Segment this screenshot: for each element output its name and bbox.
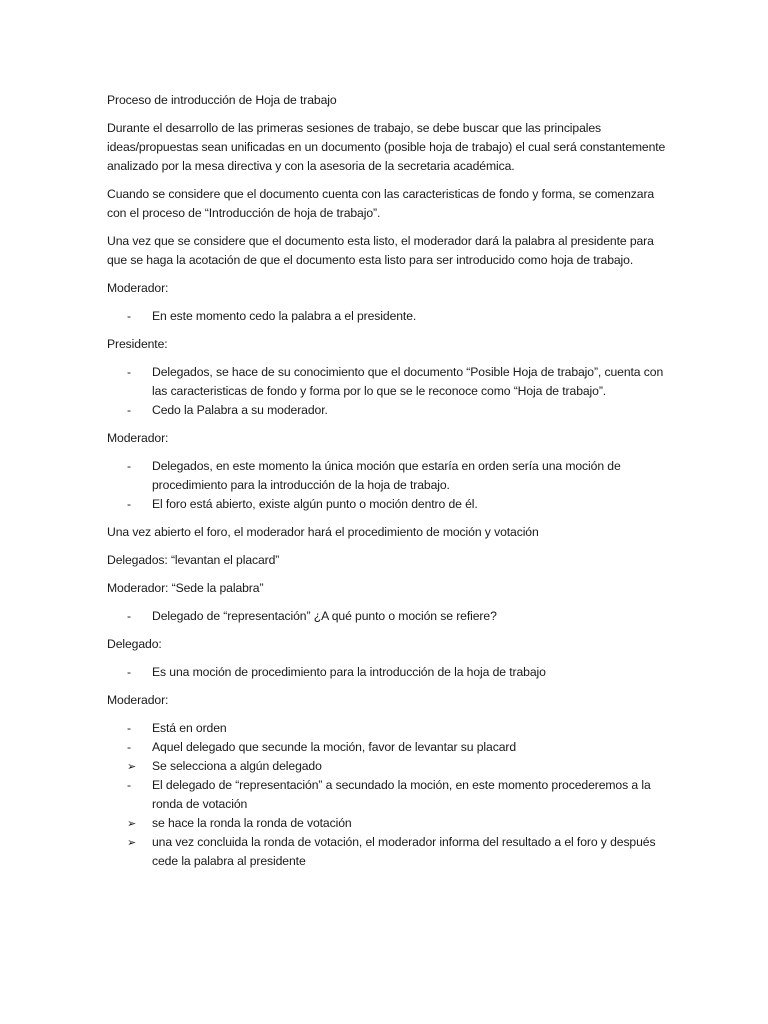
paragraph-ready: Una vez que se considere que el documento esta listo, el moderador dará la palabra al presidente para que se haga la acotación de que el documento esta listo para ser introducido como hoja de trabajo. xyxy=(107,234,654,267)
list-item xyxy=(107,776,667,814)
arrow-bullet-icon xyxy=(127,814,147,833)
list-item xyxy=(107,663,667,682)
list-item-text: Está en orden xyxy=(152,721,227,735)
arrow-bullet-icon xyxy=(127,833,147,852)
list-item xyxy=(107,814,667,833)
speaker-label: Delegado: xyxy=(107,637,162,651)
speaker-label: Moderador: xyxy=(107,693,169,707)
dash-bullet xyxy=(127,776,147,795)
list-item-text: El foro está abierto, existe algún punto o moción dentro de él. xyxy=(152,497,478,511)
list-item-text: Es una moción de procedimiento para la introducción de la hoja de trabajo xyxy=(152,665,546,679)
document-title: Proceso de introducción de Hoja de trabajo xyxy=(107,93,337,107)
speaker-label: Presidente: xyxy=(107,337,168,351)
paragraph-characteristics: Cuando se considere que el documento cuenta con las caracteristicas de fondo y forma, se comenzara con el proceso de “Introducción de hoja de trabajo”. xyxy=(107,187,655,220)
dash-bullet xyxy=(127,457,147,476)
speaker-label: Moderador: xyxy=(107,431,169,445)
dash-bullet xyxy=(127,363,147,382)
line-delegados: Delegados: “levantan el placard” xyxy=(107,553,280,567)
list-item xyxy=(107,495,667,514)
dialogue-list xyxy=(107,607,667,626)
dialogue-list xyxy=(107,363,667,420)
list-item xyxy=(107,307,667,326)
list-item-text: Aquel delegado que secunde la moción, favor de levantar su placard xyxy=(152,740,517,754)
dash-bullet xyxy=(127,738,147,757)
list-item xyxy=(107,757,667,776)
list-item-text: Delegados, en este momento la única moción que estaría en orden sería una moción de procedimiento para la introducción de la hoja de trabajo. xyxy=(152,459,621,492)
dash-bullet xyxy=(127,719,147,738)
list-item xyxy=(107,401,667,420)
list-item xyxy=(107,738,667,757)
list-item xyxy=(107,363,667,401)
arrow-bullet-icon xyxy=(127,757,147,776)
list-item xyxy=(107,457,667,495)
dash-bullet xyxy=(127,307,147,326)
list-item-text: En este momento cedo la palabra a el presidente. xyxy=(152,309,417,323)
dash-bullet xyxy=(127,663,147,682)
list-item xyxy=(107,833,667,871)
document-page xyxy=(107,91,667,880)
speaker-label: Moderador: xyxy=(107,281,169,295)
list-item xyxy=(107,719,667,738)
paragraph-intro: Durante el desarrollo de las primeras sesiones de trabajo, se debe buscar que las principales ideas/propuestas sean unificadas en un documento (posible hoja de trabajo) el cual será constantemente analizado por la mesa directiva y con la asesoria de la secretaria académica. xyxy=(107,121,666,173)
paragraph-foro: Una vez abierto el foro, el moderador hará el procedimiento de moción y votación xyxy=(107,525,539,539)
dash-bullet xyxy=(127,607,147,626)
dash-bullet xyxy=(127,495,147,514)
dialogue-list xyxy=(107,307,667,326)
list-item-text: Delegados, se hace de su conocimiento que el documento “Posible Hoja de trabajo”, cuenta con las caracteristicas de fondo y forma por lo que se le reconoce como “Hoja de trabajo”. xyxy=(152,365,664,398)
list-item-text: Delegado de “representación” ¿A qué punto o moción se refiere? xyxy=(152,609,497,623)
list-item-text: Se selecciona a algún delegado xyxy=(152,759,322,773)
list-item-text: una vez concluida la ronda de votación, el moderador informa del resultado a el foro y después cede la palabra al presidente xyxy=(152,835,656,868)
list-item-text: se hace la ronda la ronda de votación xyxy=(152,816,352,830)
list-item-text: El delegado de “representación” a secundado la moción, en este momento procederemos a la ronda de votación xyxy=(152,778,651,811)
list-item xyxy=(107,607,667,626)
dialogue-list xyxy=(107,663,667,682)
dialogue-list xyxy=(107,719,667,871)
dialogue-list xyxy=(107,457,667,514)
dash-bullet xyxy=(127,401,147,420)
line-moderador-sede: Moderador: “Sede la palabra” xyxy=(107,581,264,595)
list-item-text: Cedo la Palabra a su moderador. xyxy=(152,403,328,417)
